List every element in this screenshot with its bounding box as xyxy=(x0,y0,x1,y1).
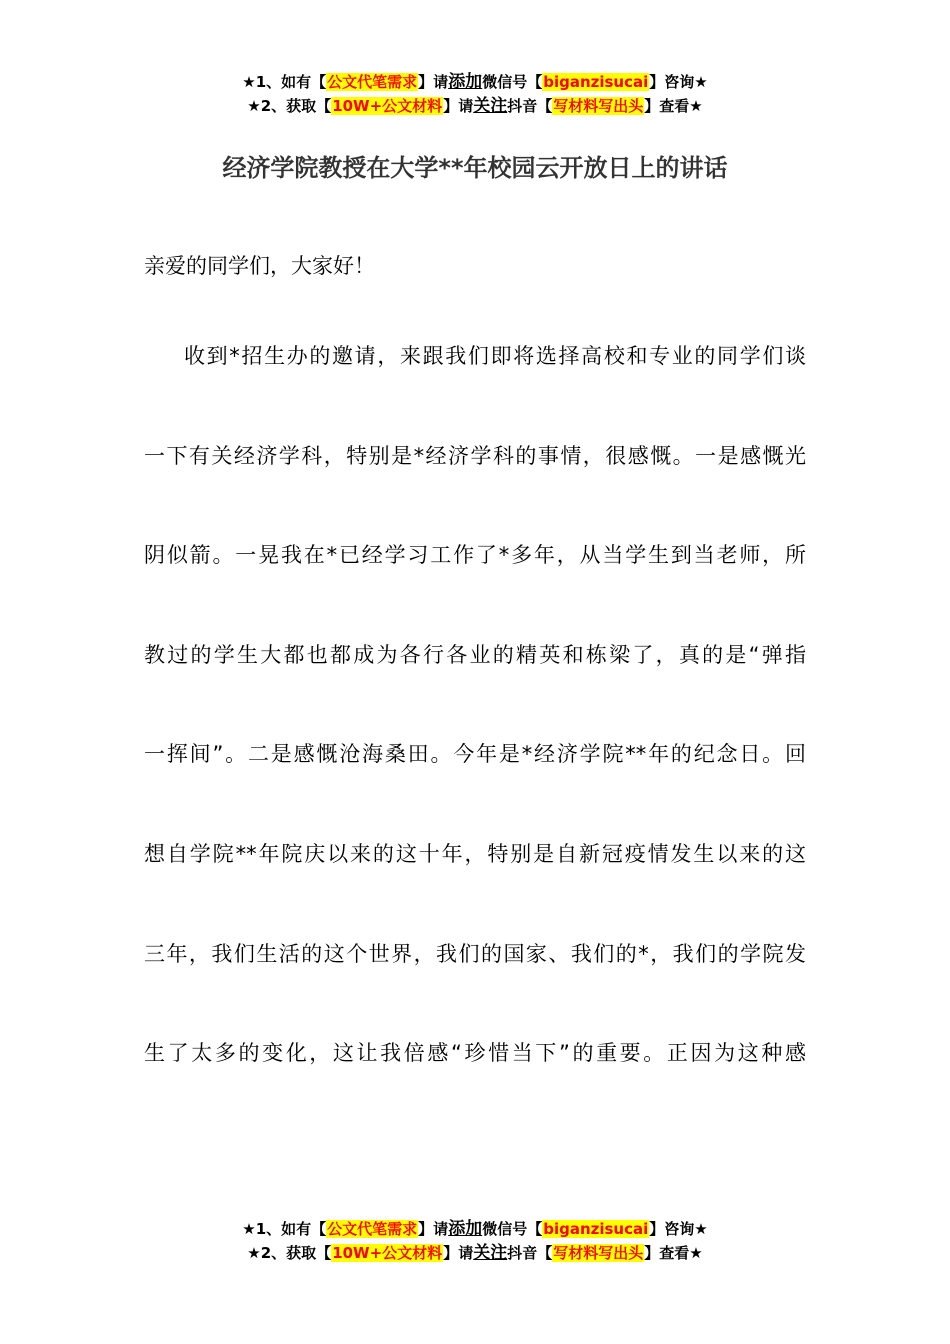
banner-text: 】查看★ xyxy=(644,97,703,115)
banner-text: 】请 xyxy=(418,73,449,91)
body-line: 生了太多的变化，这让我倍感“珍惜当下”的重要。正因为这种感 xyxy=(144,1041,806,1066)
banner-text: 】查看★ xyxy=(644,1244,703,1262)
banner-text: 】请 xyxy=(418,1220,449,1238)
banner-text: ★2、获取【 xyxy=(247,97,332,115)
footer-banner xyxy=(0,1217,950,1265)
highlight-service: 公文代笔需求 xyxy=(327,73,418,91)
banner-line-2 xyxy=(0,1241,950,1265)
highlight-douyin-account: 写材料写出头 xyxy=(553,97,644,115)
banner-text: 】咨询★ xyxy=(649,73,708,91)
banner-text: 抖音【 xyxy=(507,1244,553,1262)
highlight-service: 公文代笔需求 xyxy=(327,1220,418,1238)
banner-text: 】咨询★ xyxy=(649,1220,708,1238)
body-line: 想自学院**年院庆以来的这十年，特别是自新冠疫情发生以来的这 xyxy=(144,841,806,866)
body-line: 收到*招生办的邀请，来跟我们即将选择高校和专业的同学们谈 xyxy=(184,344,806,368)
emphasis-follow: 关注 xyxy=(473,1243,508,1263)
body-line: 一挥间”。二是感慨沧海桑田。今年是*经济学院**年的纪念日。回 xyxy=(144,742,806,767)
banner-text: 微信号【 xyxy=(482,73,543,91)
highlight-wechat-id: biganzisucai xyxy=(543,73,649,91)
emphasis-add: 添加 xyxy=(448,1219,483,1239)
banner-line-1 xyxy=(0,70,950,94)
body-line: 教过的学生大都也都成为各行各业的精英和栋梁了，真的是“弹指 xyxy=(144,642,806,667)
document-title: 经济学院教授在大学**年校园云开放日上的讲话 xyxy=(222,154,728,182)
body-line: 三年，我们生活的这个世界，我们的国家、我们的*，我们的学院发 xyxy=(144,941,806,966)
banner-text: ★1、如有【 xyxy=(242,1220,327,1238)
highlight-materials: 10W+公文材料 xyxy=(332,97,443,115)
banner-line-1 xyxy=(0,1217,950,1241)
banner-text: 】请 xyxy=(443,97,474,115)
highlight-materials: 10W+公文材料 xyxy=(332,1244,443,1262)
banner-line-2 xyxy=(0,94,950,118)
header-banner xyxy=(0,70,950,118)
body-line: 一下有关经济学科，特别是*经济学科的事情，很感慨。一是感慨光 xyxy=(144,443,806,468)
banner-text: ★1、如有【 xyxy=(242,73,327,91)
banner-text: 】请 xyxy=(443,1244,474,1262)
body-paragraph xyxy=(144,338,806,1135)
body-line: 阴似箭。一晃我在*已经学习工作了*多年，从当学生到当老师，所 xyxy=(144,543,806,568)
banner-text: ★2、获取【 xyxy=(247,1244,332,1262)
emphasis-follow: 关注 xyxy=(473,96,508,116)
emphasis-add: 添加 xyxy=(448,72,483,92)
banner-text: 微信号【 xyxy=(482,1220,543,1238)
banner-text: 抖音【 xyxy=(507,97,553,115)
highlight-wechat-id: biganzisucai xyxy=(543,1220,649,1238)
highlight-douyin-account: 写材料写出头 xyxy=(553,1244,644,1262)
greeting: 亲爱的同学们，大家好！ xyxy=(144,254,375,278)
